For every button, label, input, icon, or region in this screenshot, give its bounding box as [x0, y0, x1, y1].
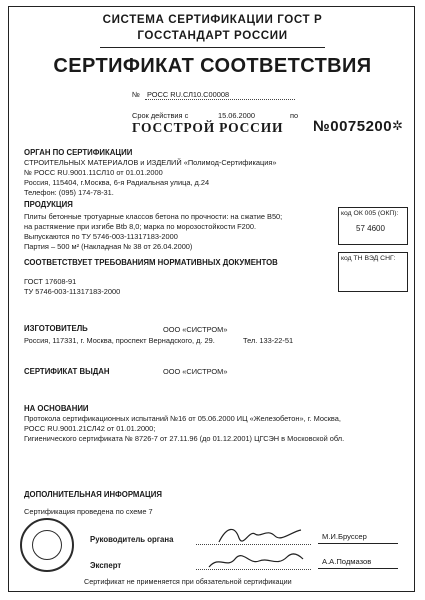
- expert-name-underline: [318, 568, 398, 569]
- valid-to-label: по: [290, 111, 299, 120]
- product-line: Выпускаются по ТУ 5746-003-11317183-2000: [24, 232, 178, 241]
- number-underline: [145, 99, 295, 100]
- tnved-label: код ТН ВЭД СНГ:: [341, 255, 396, 262]
- product-heading: ПРОДУКЦИЯ: [24, 200, 73, 209]
- additional-info-heading: ДОПОЛНИТЕЛЬНАЯ ИНФОРМАЦИЯ: [24, 490, 162, 499]
- basis-line: РОСС RU.9001.21СЛ42 от 01.01.2000;: [24, 424, 156, 433]
- normative-document: ГОСТ 17608-91: [24, 277, 77, 286]
- expert-signature: [205, 545, 305, 573]
- number-label: №: [132, 90, 140, 99]
- head-of-body-label: Руководитель органа: [90, 535, 174, 544]
- footer-note: Сертификат не применяется при обязательной сертификации: [84, 577, 292, 586]
- manufacturer-address: Россия, 117331, г. Москва, проспект Вернадского, д. 29.: [24, 336, 215, 345]
- basis-line: Гигиенического сертификата № 8726-7 от 27.11.96 (до 01.12.2001) ЦГСЭН в Московской обл.: [24, 434, 345, 443]
- manufacturer-name: ООО «СИСТРОМ»: [163, 325, 228, 334]
- product-line: на растяжение при изгибе Btb 8,0; марка по морозостойкости F200.: [24, 222, 257, 231]
- system-title: СИСТЕМА СЕРТИФИКАЦИИ ГОСТ Р: [102, 13, 323, 26]
- blank-number: №0075200: [313, 118, 393, 135]
- basis-line: Протокола сертификационных испытаний №16 от 05.06.2000 ИЦ «Железобетон», г. Москва,: [24, 414, 341, 423]
- manufacturer-heading: ИЗГОТОВИТЕЛЬ: [24, 324, 88, 333]
- certification-body-heading: ОРГАН ПО СЕРТИФИКАЦИИ: [24, 148, 133, 157]
- certification-body-line: № РОСС RU.9001.11СЛ10 от 01.01.2000: [24, 168, 163, 177]
- basis-heading: НА ОСНОВАНИИ: [24, 404, 89, 413]
- product-line: Партия – 500 м² (Накладная № 38 от 26.04.2000): [24, 242, 193, 251]
- seal-stamp: [20, 518, 74, 572]
- certificate-title: СЕРТИФИКАТ СООТВЕТСТВИЯ: [53, 55, 372, 77]
- certification-scheme: Сертификация проведена по схеме 7: [24, 507, 153, 516]
- normative-document: ТУ 5746-003-11317183-2000: [24, 287, 121, 296]
- compliance-heading: СООТВЕТСТВУЕТ ТРЕБОВАНИЯМ НОРМАТИВНЫХ ДОКУМЕНТОВ: [24, 258, 278, 267]
- header-divider: [100, 47, 325, 48]
- agency-title: ГОССТАНДАРТ РОССИИ: [137, 29, 288, 42]
- expert-name: А.А.Подмазов: [322, 557, 372, 566]
- head-of-body-name: М.И.Бруссер: [322, 532, 367, 541]
- issued-to-heading: СЕРТИФИКАТ ВЫДАН: [24, 367, 110, 376]
- asterisk-icon: ✲: [392, 118, 403, 133]
- manufacturer-phone: Тел. 133-22-51: [243, 336, 294, 345]
- expert-label: Эксперт: [90, 561, 122, 570]
- validity-label: Срок действия с: [132, 111, 189, 120]
- issuer-stamp: ГОССТРОЙ РОССИИ: [132, 120, 284, 135]
- valid-from-date: 15.06.2000: [218, 111, 255, 120]
- issued-to-name: ООО «СИСТРОМ»: [163, 367, 228, 376]
- okp-code: 57 4600: [356, 224, 385, 233]
- okp-label: код ОК 005 (ОКП):: [341, 210, 399, 217]
- certificate-number: РОСС RU.СЛ10.С00008: [147, 90, 230, 99]
- certification-body-line: Телефон: (095) 174-78-31.: [24, 188, 114, 197]
- head-name-underline: [318, 543, 398, 544]
- product-line: Плиты бетонные тротуарные классов бетона по прочности: на сжатие В50;: [24, 212, 283, 221]
- certification-body-line: СТРОИТЕЛЬНЫХ МАТЕРИАЛОВ и ИЗДЕЛИЙ «Полимод-Сертификация»: [24, 158, 277, 167]
- certification-body-line: Россия, 115404, г.Москва, 6-я Радиальная улица, д.24: [24, 178, 210, 187]
